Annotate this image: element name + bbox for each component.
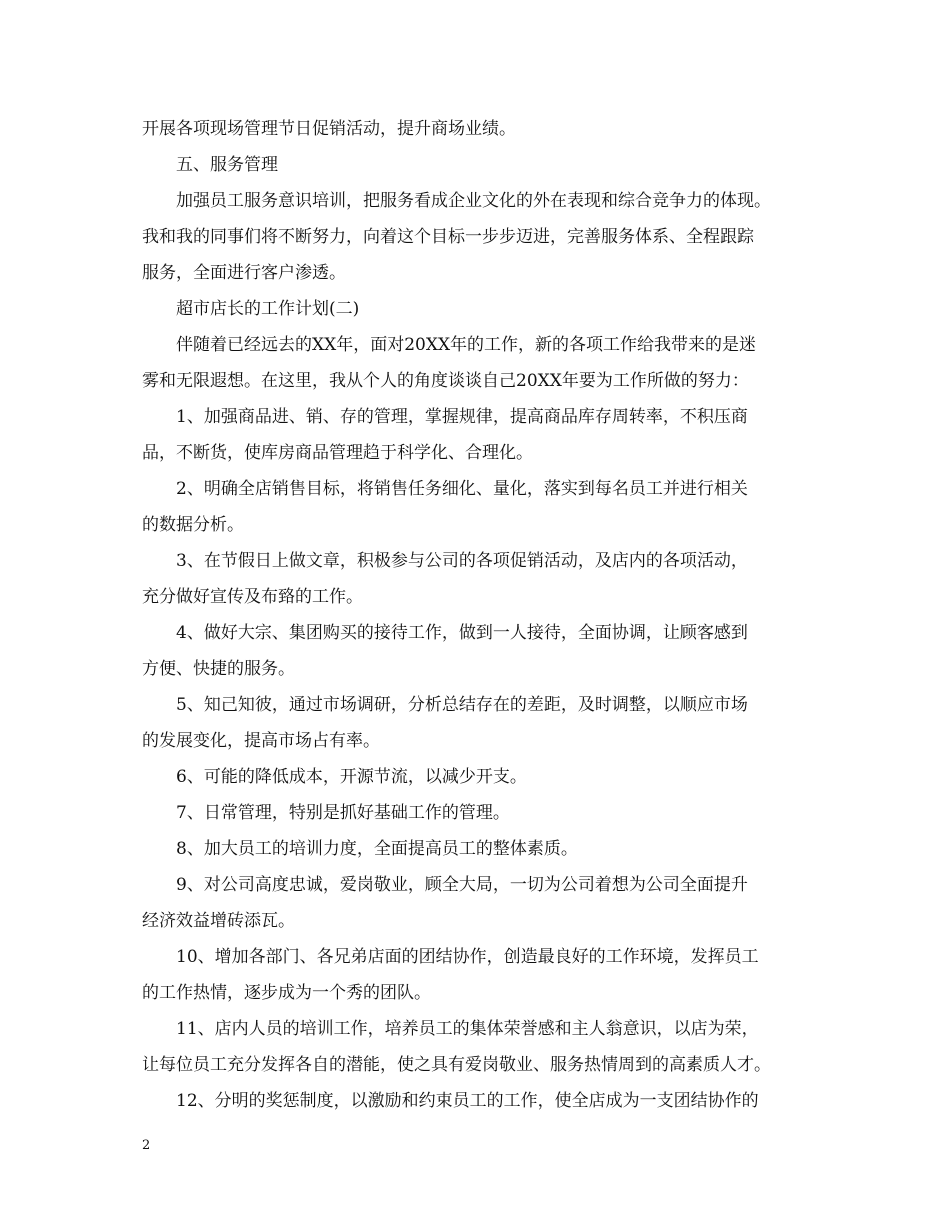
list-item: 1、加强商品进、销、存的管理，掌握规律，提高商品库存周转率，不积压商: [176, 407, 748, 427]
list-item: 5、知己知彼，通过市场调研，分析总结存在的差距，及时调整，以顺应市场: [176, 695, 748, 715]
text-line: 加强员工服务意识培训，把服务看成企业文化的外在表现和综合竞争力的体现。: [176, 191, 771, 211]
section-heading: 五、服务管理: [176, 155, 278, 175]
text-line: 经济效益增砖添瓦。: [142, 911, 295, 931]
list-item: 9、对公司高度忠诚，爱岗敬业，顾全大局，一切为公司着想为公司全面提升: [176, 875, 748, 895]
text-line: 伴随着已经远去的XX年，面对20XX年的工作，新的各项工作给我带来的是迷: [176, 335, 757, 355]
section-title: 超市店长的工作计划(二): [176, 299, 360, 319]
text-line: 充分做好宣传及布臵的工作。: [142, 587, 363, 607]
text-line: 我和我的同事们将不断努力，向着这个目标一步步迈进，完善服务体系、全程跟踪: [142, 227, 754, 247]
text-line: 的工作热情，逐步成为一个秀的团队。: [142, 983, 431, 1003]
text-line: 方便、快捷的服务。: [142, 659, 295, 679]
list-item: 10、增加各部门、各兄弟店面的团结协作，创造最良好的工作环境，发挥员工: [176, 947, 759, 967]
text-line: 开展各项现场管理节日促销活动，提升商场业绩。: [142, 119, 516, 139]
list-item: 2、明确全店销售目标，将销售任务细化、量化，落实到每名员工并进行相关: [176, 479, 748, 499]
list-item: 4、做好大宗、集团购买的接待工作，做到一人接待，全面协调，让顾客感到: [176, 623, 748, 643]
list-item: 8、加大员工的培训力度，全面提高员工的整体素质。: [176, 839, 578, 859]
list-item: 6、可能的降低成本，开源节流，以减少开支。: [176, 767, 527, 787]
text-line: 品，不断货，使库房商品管理趋于科学化、合理化。: [142, 443, 533, 463]
page-number: 2: [142, 1138, 151, 1153]
text-line: 的数据分析。: [142, 515, 244, 535]
text-line: 雾和无限遐想。在这里，我从个人的角度谈谈自己20XX年要为工作所做的努力：: [142, 371, 749, 391]
text-line: 的发展变化，提高市场占有率。: [142, 731, 380, 751]
list-item: 11、店内人员的培训工作，培养员工的集体荣誉感和主人翁意识，以店为荣，: [176, 1019, 759, 1039]
text-line: 服务，全面进行客户渗透。: [142, 263, 346, 283]
text-line: 让每位员工充分发挥各自的潜能，使之具有爱岗敬业、服务热情周到的高素质人才。: [142, 1055, 771, 1075]
list-item: 12、分明的奖惩制度，以激励和约束员工的工作，使全店成为一支团结协作的: [176, 1091, 759, 1111]
list-item: 7、日常管理，特别是抓好基础工作的管理。: [176, 803, 510, 823]
list-item: 3、在节假日上做文章，积极参与公司的各项促销活动，及店内的各项活动，: [176, 551, 748, 571]
